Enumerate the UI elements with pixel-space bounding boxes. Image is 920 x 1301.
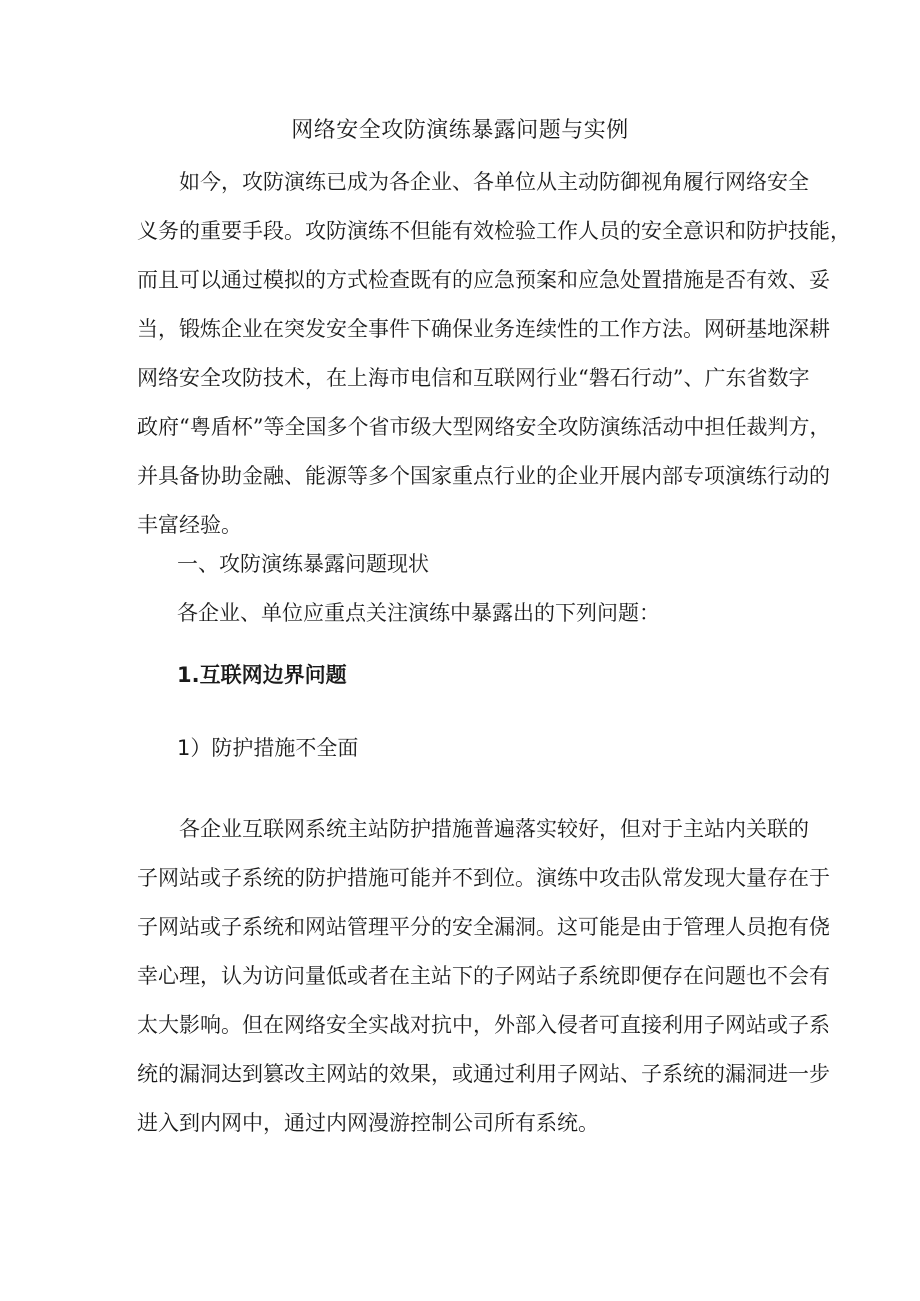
item-heading: 1）防护措施不全面 [177, 736, 359, 760]
paragraph-line: 当，锻炼企业在突发安全事件下确保业务连续性的工作方法。网研基地深耕 [137, 317, 830, 341]
paragraph-line: 各企业互联网系统主站防护措施普遍落实较好，但对于主站内关联的 [179, 817, 809, 841]
paragraph-line: 进入到内网中，通过内网漫游控制公司所有系统。 [137, 1111, 599, 1135]
paragraph-line: 统的漏洞达到篡改主网站的效果，或通过利用子网站、子系统的漏洞进一步 [137, 1062, 830, 1086]
paragraph-line: 太大影响。但在网络安全实战对抗中，外部入侵者可直接利用子网站或子系 [137, 1013, 830, 1037]
paragraph-line: 如今，攻防演练已成为各企业、各单位从主动防御视角履行网络安全 [179, 170, 809, 194]
intro-paragraph [137, 158, 851, 550]
document-title: 网络安全攻防演练暴露问题与实例 [291, 118, 629, 143]
section-heading: 一、攻防演练暴露问题现状 [177, 552, 429, 576]
paragraph-line: 政府“粤盾杯”等全国多个省市级大型网络安全攻防演练活动中担任裁判方， [137, 415, 831, 439]
section-lead-text: 各企业、单位应重点关注演练中暴露出的下列问题： [177, 601, 660, 625]
paragraph-line: 丰富经验。 [137, 513, 242, 537]
paragraph-line: 幸心理，认为访问量低或者在主站下的子网站子系统即便存在问题也不会有 [137, 964, 830, 988]
paragraph-line: 义务的重要手段。攻防演练不但能有效检验工作人员的安全意识和防护技能， [137, 219, 851, 243]
paragraph-line: 子网站或子系统的防护措施可能并不到位。演练中攻击队常发现大量存在于 [137, 866, 830, 890]
paragraph-line: 网络安全攻防技术，在上海市电信和互联网行业“磐石行动”、广东省数字 [137, 366, 810, 390]
item-paragraph [137, 805, 830, 1148]
paragraph-line: 而且可以通过模拟的方式检查既有的应急预案和应急处置措施是否有效、妥 [137, 268, 830, 292]
paragraph-line: 并具备协助金融、能源等多个国家重点行业的企业开展内部专项演练行动的 [137, 464, 830, 488]
paragraph-line: 子网站或子系统和网站管理平分的安全漏洞。这可能是由于管理人员抱有侥 [137, 915, 830, 939]
subsection-heading: 1.互联网边界问题 [177, 663, 347, 687]
